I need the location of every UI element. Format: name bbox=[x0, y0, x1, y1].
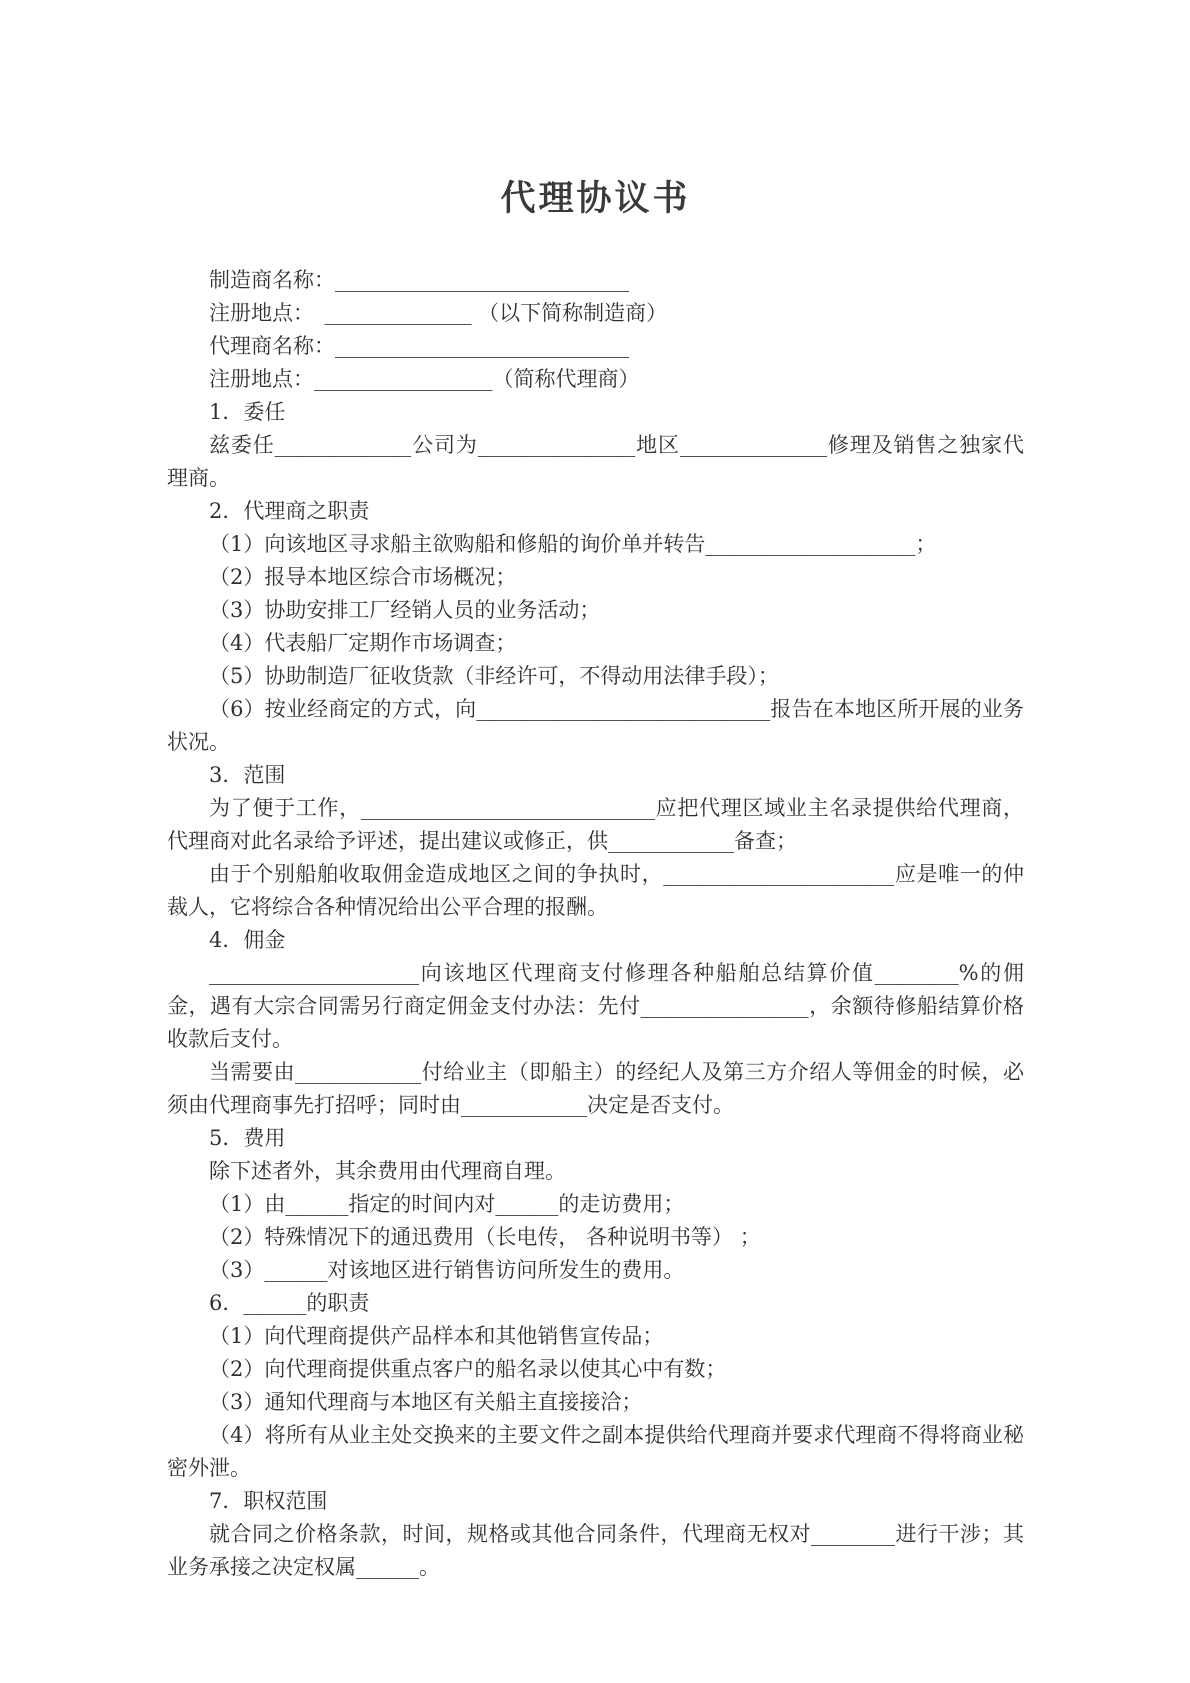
paragraph: （2）向代理商提供重点客户的船名录以使其心中有数； bbox=[209, 1357, 727, 1381]
paragraph: （1）向代理商提供产品样本和其他销售宣传品； bbox=[209, 1324, 664, 1348]
paragraph: （4）代表船厂定期作市场调查； bbox=[209, 631, 517, 655]
paragraph: 3．范围 bbox=[209, 763, 286, 787]
document-title: 代理协议书 bbox=[500, 178, 691, 219]
paragraph: （1）由______指定的时间内对______的走访费用； bbox=[209, 1192, 685, 1216]
paragraph: 制造商名称：____________________________ bbox=[209, 268, 629, 292]
paragraph: 6．______的职责 bbox=[209, 1291, 370, 1315]
paragraph: 注册地点： ______________ （以下简称制造商） bbox=[209, 301, 668, 325]
paragraph: （3）协助安排工厂经销人员的业务活动； bbox=[209, 598, 601, 622]
paragraph: （5）协助制造厂征收货款（非经许可，不得动用法律手段）； bbox=[209, 664, 779, 688]
paragraph: （3）通知代理商与本地区有关船主直接接洽； bbox=[209, 1390, 643, 1414]
paragraph: （3）______对该地区进行销售访问所发生的费用。 bbox=[209, 1258, 685, 1282]
paragraph: （2）报导本地区综合市场概况； bbox=[209, 565, 517, 589]
paragraph: 5．费用 bbox=[209, 1126, 286, 1150]
paragraph: （2）特殊情况下的通迅费用（长电传， 各种说明书等） ； bbox=[209, 1225, 761, 1249]
paragraph: 2．代理商之职责 bbox=[209, 499, 370, 523]
paragraph: （1）向该地区寻求船主欲购船和修船的询价单并转告____________________； bbox=[209, 532, 937, 556]
paragraph: 当需要由____________付给业主（即船主）的经纪人及第三方介绍人等佣金的时候，必须由代理商事先打招呼；同时由____________决定是否支付。 bbox=[167, 1060, 1024, 1117]
paragraph: （4）将所有从业主处交换来的主要文件之副本提供给代理商并要求代理商不得将商业秘密外泄。 bbox=[167, 1423, 1024, 1480]
paragraph: 4．佣金 bbox=[209, 928, 286, 952]
paragraph: （6）按业经商定的方式，向____________________________报告在本地区所开展的业务状况。 bbox=[167, 697, 1024, 754]
paragraph: 除下述者外，其余费用由代理商自理。 bbox=[209, 1159, 566, 1183]
paragraph: 1．委任 bbox=[209, 400, 286, 424]
paragraph: 为了便于工作，____________________________应把代理区域业主名录提供给代理商，代理商对此名录给予评述，提出建议或修正，供____________备查； bbox=[167, 796, 1024, 853]
document-body bbox=[167, 264, 1024, 1584]
paragraph: 注册地点：_________________（简称代理商） bbox=[209, 367, 640, 391]
paragraph: 代理商名称：____________________________ bbox=[209, 334, 629, 358]
paragraph: 7．职权范围 bbox=[209, 1489, 328, 1513]
paragraph: 就合同之价格条款，时间，规格或其他合同条件，代理商无权对________进行干涉；其业务承接之决定权属______。 bbox=[167, 1522, 1024, 1579]
paragraph: 兹委任_____________公司为_______________地区______________修理及销售之独家代理商。 bbox=[167, 433, 1024, 490]
paragraph: 由于个别船舶收取佣金造成地区之间的争执时，______________________应是唯一的仲裁人，它将综合各种情况给出公平合理的报酬。 bbox=[167, 862, 1024, 919]
paragraph: ____________________向该地区代理商支付修理各种船舶总结算价值________%的佣金，遇有大宗合同需另行商定佣金支付办法：先付________________，余额待修船结算价格收款后支付。 bbox=[167, 961, 1024, 1051]
